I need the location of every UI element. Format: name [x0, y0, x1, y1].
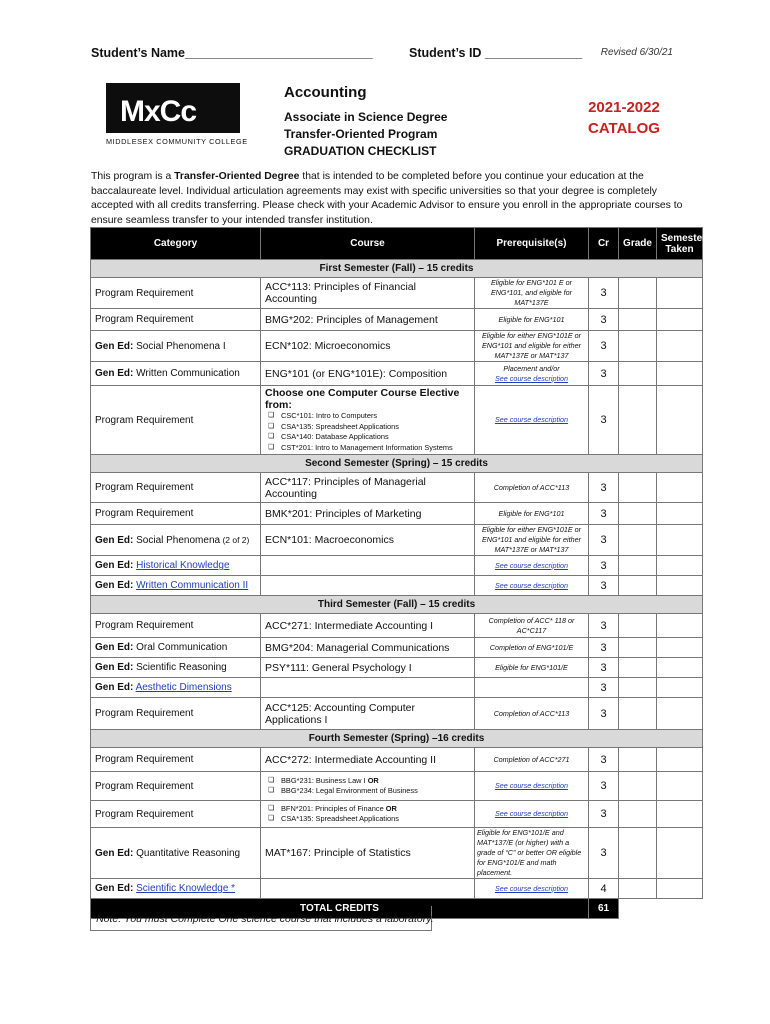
logo-college-name: MIDDLESEX COMMUNITY COLLEGE	[106, 137, 248, 146]
col-category: Category	[91, 228, 261, 260]
table-header-row	[91, 228, 703, 260]
semester-cell[interactable]	[657, 362, 703, 386]
semester-cell[interactable]	[657, 331, 703, 362]
grade-cell[interactable]	[619, 698, 657, 730]
intro-paragraph: This program is a Transfer-Oriented Degree that is intended to be completed before you continue your education at the baccalaureate level. Individual articulation agreements may exist with specific universities so that your degree is completely accepted with all credits transferring. Please check with your Academic Advisor to ensure you enroll in the appropriate courses to ensure seamless transfer to your intended transfer institution.	[91, 171, 683, 226]
semester-cell[interactable]	[657, 879, 703, 899]
grade-cell[interactable]	[619, 772, 657, 801]
total-credits-label: TOTAL CREDITS	[91, 899, 589, 919]
degree-label: Associate in Science Degree	[284, 110, 448, 124]
table-row: Program Requirement ACC*272: Intermediate Accounting II Completion of ACC*271 3	[91, 748, 703, 772]
grade-cell[interactable]	[619, 638, 657, 658]
col-course: Course	[261, 228, 475, 260]
semester-cell[interactable]	[657, 556, 703, 576]
option-item[interactable]: ❏ CSA*135: Spreadsheet Applications	[265, 814, 470, 825]
table-row: Program Requirement Choose one Computer Course Elective from: ❏ CSC*101: Intro to Computers ❏ CSA*135: Spreadsheet Applications ❏ CSA*140: Database Applications ❏ CST*201: Intro to Management Information Systems See course description 3	[91, 386, 703, 455]
semester-cell[interactable]	[657, 576, 703, 596]
student-name-field[interactable]: Student’s Name___________________________	[91, 46, 373, 60]
grade-cell[interactable]	[619, 801, 657, 828]
table-row: Gen Ed: Social Phenomena (2 of 2) ECN*101: Macroeconomics Eligible for either ENG*101E or ENG*101 and eligible for either MAT*137E or MAT*137 3	[91, 525, 703, 556]
semester-cell[interactable]	[657, 525, 703, 556]
semester-row: Second Semester (Spring) – 15 credits	[91, 455, 703, 473]
semester-cell[interactable]	[657, 386, 703, 455]
gen-ed-link[interactable]: Historical Knowledge	[136, 560, 230, 571]
gen-ed-link[interactable]: Aesthetic Dimensions	[135, 682, 232, 693]
grade-cell[interactable]	[619, 525, 657, 556]
semester-cell[interactable]	[657, 473, 703, 503]
option-item[interactable]: ❏ BFN*201: Principles of Finance OR	[265, 804, 470, 815]
elective-heading: Choose one Computer Course Elective from:	[265, 387, 460, 411]
semester-cell[interactable]	[657, 698, 703, 730]
table-row: Gen Ed: Scientific Reasoning PSY*111: General Psychology I Eligible for ENG*101/E 3	[91, 658, 703, 678]
table-row: Program Requirement BMG*202: Principles of Management Eligible for ENG*101 3	[91, 309, 703, 331]
col-semester-taken: Semester Taken	[657, 228, 703, 260]
table-row: Program Requirement BMK*201: Principles of Marketing Eligible for ENG*101 3	[91, 503, 703, 525]
option-item[interactable]: ❏ BBG*234: Legal Environment of Business	[265, 786, 470, 797]
course-description-link[interactable]: See course description	[494, 415, 569, 424]
semester-row: First Semester (Fall) – 15 credits	[91, 260, 703, 278]
table-row: Gen Ed: Quantitative Reasoning MAT*167: Principle of Statistics Eligible for ENG*101/E and MAT*137/E (or higher) with a grade of “C” or better OR eligible for ENG*101/E and math placement. 3	[91, 828, 703, 879]
col-cr: Cr	[589, 228, 619, 260]
grade-cell[interactable]	[619, 614, 657, 638]
grade-cell[interactable]	[619, 473, 657, 503]
program-title: Accounting	[284, 84, 367, 101]
col-prereq: Prerequisite(s)	[475, 228, 589, 260]
table-row: Gen Ed: Scientific Knowledge * See course description 4	[91, 879, 703, 899]
table-row: Program Requirement ACC*271: Intermediate Accounting I Completion of ACC* 118 or AC*C117 3	[91, 614, 703, 638]
table-row: Gen Ed: Written Communication II See course description 3	[91, 576, 703, 596]
revised-date: Revised 6/30/21	[600, 47, 673, 58]
grade-cell[interactable]	[619, 556, 657, 576]
student-info-line	[91, 46, 683, 60]
catalog-years: 2021-2022	[588, 99, 660, 116]
semester-cell[interactable]	[657, 801, 703, 828]
grade-cell[interactable]	[619, 503, 657, 525]
table-row: Gen Ed: Oral Communication BMG*204: Managerial Communications Completion of ENG*101/E 3	[91, 638, 703, 658]
semester-cell[interactable]	[657, 309, 703, 331]
semester-row: Fourth Semester (Spring) –16 credits	[91, 730, 703, 748]
graduation-checklist-table	[90, 227, 707, 919]
table-row: Program Requirement ACC*113: Principles of Financial Accounting Eligible for ENG*101 E or ENG*101, and eligible for MAT*137E 3	[91, 278, 703, 309]
semester-cell[interactable]	[657, 503, 703, 525]
table-row: Gen Ed: Written Communication ENG*101 (or ENG*101E): Composition Placement and/or See course description 3	[91, 362, 703, 386]
option-item[interactable]: ❏ CSA*140: Database Applications	[265, 432, 470, 443]
semester-cell[interactable]	[657, 772, 703, 801]
course-description-link[interactable]: See course description	[494, 373, 569, 383]
option-item[interactable]: ❏ CSA*135: Spreadsheet Applications	[265, 422, 470, 433]
grade-cell[interactable]	[619, 278, 657, 309]
table-row: Program Requirement ❏ BBG*231: Business Law I OR ❏ BBG*234: Legal Environment of Business See course description 3	[91, 772, 703, 801]
semester-row: Third Semester (Fall) – 15 credits	[91, 596, 703, 614]
grade-cell[interactable]	[619, 879, 657, 899]
table-row: Program Requirement ACC*117: Principles of Managerial Accounting Completion of ACC*113 3	[91, 473, 703, 503]
program-type: Transfer-Oriented Program	[284, 127, 438, 141]
catalog-year	[588, 97, 660, 139]
total-credits-value: 61	[589, 899, 619, 919]
checklist-label: GRADUATION CHECKLIST	[284, 144, 437, 158]
table-row: Program Requirement ❏ BFN*201: Principles of Finance OR ❏ CSA*135: Spreadsheet Applications See course description 3	[91, 801, 703, 828]
grade-cell[interactable]	[619, 386, 657, 455]
semester-cell[interactable]	[657, 658, 703, 678]
gen-ed-link[interactable]: Written Communication II	[136, 580, 249, 591]
col-grade: Grade	[619, 228, 657, 260]
table-row: Gen Ed: Social Phenomena I ECN*102: Microeconomics Eligible for either ENG*101E or ENG*101 and eligible for either MAT*137E or MAT*137 3	[91, 331, 703, 362]
option-item[interactable]: ❏ CSC*101: Intro to Computers	[265, 411, 470, 422]
table-row: Gen Ed: Aesthetic Dimensions 3	[91, 678, 703, 698]
grade-cell[interactable]	[619, 748, 657, 772]
semester-cell[interactable]	[657, 828, 703, 879]
semester-cell[interactable]	[657, 278, 703, 309]
logo-mark: MxCc	[106, 83, 240, 133]
grade-cell[interactable]	[619, 309, 657, 331]
grade-cell[interactable]	[619, 658, 657, 678]
grade-cell[interactable]	[619, 331, 657, 362]
semester-cell[interactable]	[657, 678, 703, 698]
course-description-link[interactable]: See course description	[494, 809, 569, 818]
student-id-field[interactable]: Student’s ID ______________	[409, 46, 583, 60]
table-row: Gen Ed: Historical Knowledge See course description 3	[91, 556, 703, 576]
grade-cell[interactable]	[619, 362, 657, 386]
option-item[interactable]: ❏ BBG*231: Business Law I OR	[265, 776, 470, 787]
grade-cell[interactable]	[619, 828, 657, 879]
course-description-link[interactable]: See course description	[494, 580, 569, 590]
grade-cell[interactable]	[619, 576, 657, 596]
lab-note: *Note: You must Complete One science course that includes a laboratory.	[92, 913, 434, 925]
semester-cell[interactable]	[657, 748, 703, 772]
option-item[interactable]: ❏ CST*201: Intro to Management Information Systems	[265, 443, 470, 454]
semester-cell[interactable]	[657, 638, 703, 658]
program-subtitle	[284, 109, 447, 160]
course-description-link[interactable]: See course description	[494, 883, 569, 893]
course-description-link[interactable]: See course description	[494, 781, 569, 790]
semester-cell[interactable]	[657, 614, 703, 638]
gen-ed-link[interactable]: Scientific Knowledge *	[136, 883, 236, 894]
catalog-label: CATALOG	[588, 120, 660, 137]
table-row: Program Requirement ACC*125: Accounting Computer Applications I Completion of ACC*113 3	[91, 698, 703, 730]
college-logo	[106, 83, 262, 147]
course-description-link[interactable]: See course description	[494, 560, 569, 570]
grade-cell[interactable]	[619, 678, 657, 698]
